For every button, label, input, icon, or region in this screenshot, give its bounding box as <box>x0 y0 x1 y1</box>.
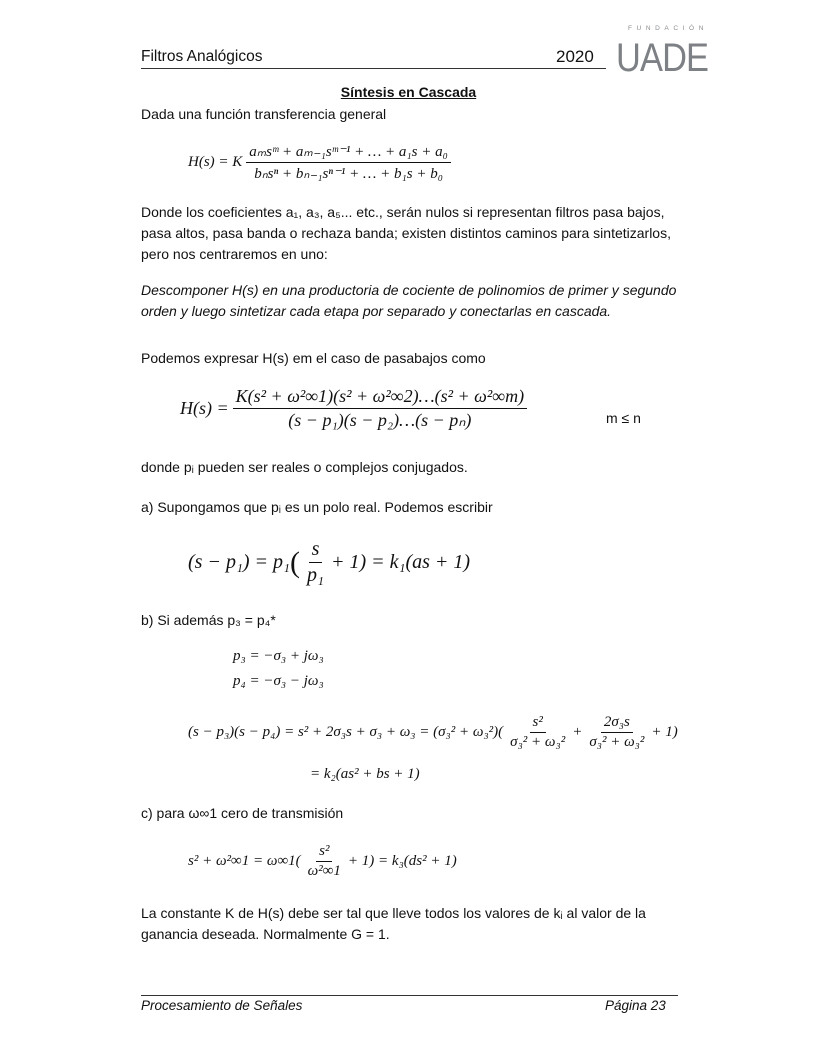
equation-lowpass: H(s) = $\frac{\text{K(s² + ω²∞1)(s² + ω²∞2)…(s² + ω²∞m)}}{\text{(s − p₁)(s − p₂)…(s − pₙ)}}$ <box>180 386 531 431</box>
paragraph-real-pole: a) Supongamos que pᵢ es un polo real. Podemos escribir <box>141 499 493 515</box>
equation-p3: p₃ = −σ₃ + jω₃ <box>233 648 324 664</box>
equation-real-pole: (s − p₁) = p₁ ( $\frac{s}{\text{p₁}}$ + 1) = k₁(as + 1) <box>188 538 471 586</box>
equation-p4: p₄ = −σ₃ − jω₃ <box>233 673 324 689</box>
logo-uade: UADE <box>616 36 709 80</box>
footer-divider <box>141 995 678 996</box>
logo-fundacion: FUNDACIÓN <box>627 25 708 32</box>
paragraph-conjugate: b) Si además p₃ = p₄* <box>141 612 276 628</box>
equation-second-order-k2: = k₂(as² + bs + 1) <box>310 766 420 782</box>
intro-text: Dada una función transferencia general <box>141 106 387 122</box>
header-year: 2020 <box>556 47 594 66</box>
paragraph-coefficients: Donde los coeficientes a₁, a₃, a₅... etc., serán nulos si representan filtros pasa bajos, pasa altos, pasa banda o rechaza banda; existen distintos caminos para sintetizarlos, pero nos centraremos en uno: <box>141 204 671 262</box>
footer-course: Procesamiento de Señales <box>141 998 303 1013</box>
condition-m-le-n: m ≤ n <box>606 410 641 426</box>
paragraph-zero: c) para ω∞1 cero de transmisión <box>141 805 344 821</box>
header-divider <box>141 68 606 69</box>
equation-zero: s² + ω²∞1 = ω∞1( $\frac{\text{s²}}{\text{ω²∞1}}$ + 1) = k₃(ds² + 1) <box>188 843 457 879</box>
equation-general-transfer: H(s) = K $\frac{\text{aₘsᵐ + aₘ₋₁sᵐ⁻¹ + … + a₁s + a₀}}{\text{bₙsⁿ + bₙ₋₁sⁿ⁻¹ + … + b₁s + b₀}}$ <box>188 142 455 183</box>
paragraph-method: Descomponer H(s) en una productoria de cociente de polinomios de primer y segundo orden y luego sintetizar cada etapa por separado y conectarlas en cascada. <box>141 282 677 319</box>
equation-second-order: (s − p₃)(s − p₄) = s² + 2σ₃s + σ₃ + ω₃ = (σ₃² + ω₃²)( $\frac{\text{s²}}{\text{σ₃² + ω₃²}}$ + $\frac{\text{2σ₃s}}{\text{σ₃² + ω₃²}}$ + 1) <box>188 714 678 750</box>
paragraph-lowpass: Podemos expresar H(s) em el caso de pasabajos como <box>141 350 486 366</box>
footer-page-number: Página 23 <box>605 998 666 1013</box>
paragraph-gain: La constante K de H(s) debe ser tal que lleve todos los valores de kᵢ al valor de la ganancia deseada. Normalmente G = 1. <box>141 905 646 942</box>
section-title: Síntesis en Cascada <box>340 84 477 100</box>
paragraph-poles: donde pᵢ pueden ser reales o complejos conjugados. <box>141 459 468 475</box>
uade-logo <box>616 24 708 80</box>
header-title: Filtros Analógicos <box>141 48 263 65</box>
